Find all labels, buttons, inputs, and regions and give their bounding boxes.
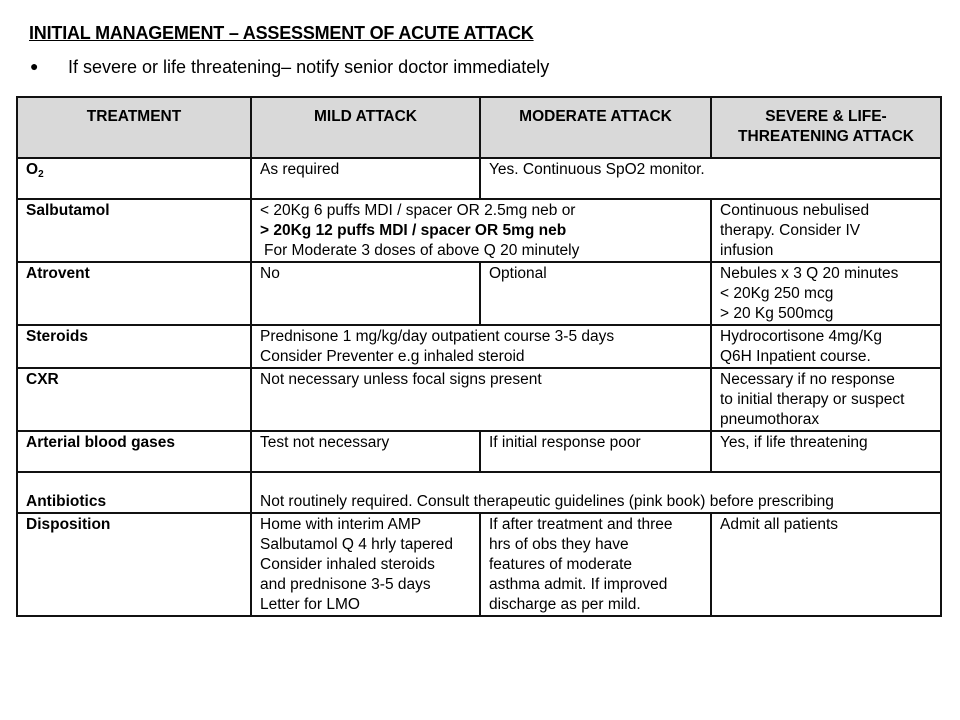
cell-line: For Moderate 3 doses of above Q 20 minutely (264, 242, 580, 259)
cell-cxr-severe (711, 368, 941, 431)
row-label-salbutamol: Salbutamol (17, 199, 251, 262)
bullet-icon: ● (30, 58, 39, 74)
row-label-cxr: CXR (17, 368, 251, 431)
cell-abg-mild: Test not necessary (251, 431, 480, 472)
table-row-atrovent (17, 262, 941, 325)
cell-o2-mild: As required (251, 158, 480, 199)
table-row-arterial-blood-gases (17, 431, 941, 472)
table-row-cxr (17, 368, 941, 431)
cell-line-bold: > 20Kg 12 puffs MDI / spacer OR 5mg neb (260, 222, 567, 239)
cell-atrovent-moderate: Optional (480, 262, 711, 325)
cell-cxr-mild-moderate: Not necessary unless focal signs present (251, 368, 711, 431)
cell-atrovent-severe (711, 262, 941, 325)
row-label-arterial-blood-gases: Arterial blood gases (17, 431, 251, 472)
cell-line: pneumothorax (720, 411, 820, 428)
cell-line: infusion (720, 242, 774, 259)
header-severe-line: THREATENING ATTACK (738, 128, 914, 145)
cell-salbutamol-severe (711, 199, 941, 262)
cell-line: If after treatment and three (489, 516, 673, 533)
o2-label-main: O (26, 161, 39, 178)
page-title: INITIAL MANAGEMENT – ASSESSMENT OF ACUTE ATTACK (29, 23, 534, 43)
cell-line: > 20 Kg 500mcg (720, 305, 834, 322)
cell-line: discharge as per mild. (489, 596, 641, 613)
cell-line: and prednisone 3-5 days (260, 576, 431, 593)
row-label-steroids: Steroids (17, 325, 251, 368)
cell-o2-moderate-severe: Yes. Continuous SpO2 monitor. (480, 158, 941, 199)
cell-line: Letter for LMO (260, 596, 360, 613)
row-label-atrovent: Atrovent (17, 262, 251, 325)
table-row-antibiotics (17, 472, 941, 513)
management-table (16, 96, 942, 617)
cell-abg-severe: Yes, if life threatening (711, 431, 941, 472)
cell-abg-moderate: If initial response poor (480, 431, 711, 472)
header-mild-attack: MILD ATTACK (251, 97, 480, 158)
header-moderate-attack: MODERATE ATTACK (480, 97, 711, 158)
cell-line: Hydrocortisone 4mg/Kg (720, 328, 882, 345)
row-label-o2 (17, 158, 251, 199)
table-row-o2 (17, 158, 941, 199)
cell-atrovent-mild: No (251, 262, 480, 325)
table-row-disposition (17, 513, 941, 616)
header-severe-line: SEVERE & LIFE- (765, 108, 887, 125)
cell-line: Prednisone 1 mg/kg/day outpatient course 3-5 days (260, 328, 615, 345)
row-label-antibiotics: Antibiotics (17, 472, 251, 513)
cell-line: Nebules x 3 Q 20 minutes (720, 265, 899, 282)
notice-bullet (30, 57, 549, 78)
cell-disposition-mild (251, 513, 480, 616)
cell-disposition-severe: Admit all patients (711, 513, 941, 616)
cell-line: therapy. Consider IV (720, 222, 861, 239)
table-row-steroids (17, 325, 941, 368)
cell-line: to initial therapy or suspect (720, 391, 905, 408)
cell-line: asthma admit. If improved (489, 576, 668, 593)
header-severe-attack (711, 97, 941, 158)
cell-disposition-moderate (480, 513, 711, 616)
header-treatment: TREATMENT (17, 97, 251, 158)
cell-line: features of moderate (489, 556, 633, 573)
cell-line: Consider Preventer e.g inhaled steroid (260, 348, 525, 365)
notice-text: If severe or life threatening– notify senior doctor immediately (68, 57, 550, 77)
cell-line: hrs of obs they have (489, 536, 629, 553)
table-header-row (17, 97, 941, 158)
cell-steroids-mild-moderate (251, 325, 711, 368)
cell-line: Home with interim AMP (260, 516, 422, 533)
row-label-disposition: Disposition (17, 513, 251, 616)
cell-steroids-severe (711, 325, 941, 368)
cell-line: Necessary if no response (720, 371, 895, 388)
cell-antibiotics-all: Not routinely required. Consult therapeutic guidelines (pink book) before prescribing (251, 472, 941, 513)
cell-line: < 20Kg 6 puffs MDI / spacer OR 2.5mg neb or (260, 202, 576, 219)
cell-line: Q6H Inpatient course. (720, 348, 871, 365)
cell-line: < 20Kg 250 mcg (720, 285, 834, 302)
cell-salbutamol-mild-moderate (251, 199, 711, 262)
cell-line: Salbutamol Q 4 hrly tapered (260, 536, 453, 553)
cell-line: Consider inhaled steroids (260, 556, 435, 573)
table-row-salbutamol (17, 199, 941, 262)
o2-label-subscript: 2 (38, 169, 44, 180)
cell-line: Continuous nebulised (720, 202, 870, 219)
